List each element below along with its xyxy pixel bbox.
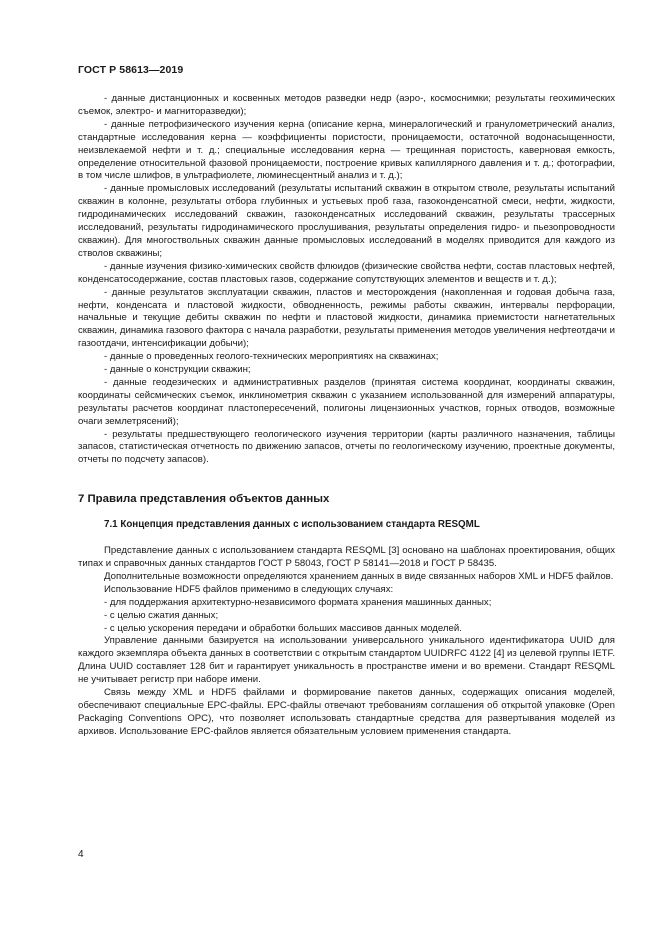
list-item: - данные дистанционных и косвенных методов разведки недр (аэро-, космоснимки; результаты геохимических съемок, электро- и магниторазведки); <box>78 93 615 117</box>
section-heading: 7 Правила представления объектов данных <box>78 493 330 506</box>
list-item: - данные о конструкции скважин; <box>104 364 251 376</box>
paragraph: Использование HDF5 файлов применимо в следующих случаях: <box>104 583 394 595</box>
subsection-heading: 7.1 Концепция представления данных с использованием стандарта RESQML <box>104 519 480 531</box>
list-item: - данные геодезических и административных разделов (принятая система координат, координаты скважин, координаты сейсмических съемок, инклинометрия скважин с указанием использованной для измерений аппаратуры, результаты расчетов координат пластопересечений, полигоны лицензионных участков, горных отводов, возможные очаги землетрясений); <box>78 376 615 427</box>
list-item: - данные промысловых исследований (результаты испытаний скважин в открытом стволе, результаты испытаний скважин в колонне, результаты отбора глубинных и устьевых проб газа, газоконденсатной смеси, нефти, жидкости, гидродинамических исследований скважин, газоконденсатных исследований скважин, результаты трассерных исследований, результаты гидродинамического прослушивания, результаты определения гидро- и пьезопроводности скважин). Для многоствольных скважин данные промысловых исследований в моделях приводится для каждого из стволов скважины; <box>78 183 615 259</box>
paragraph: Представление данных с использованием стандарта RESQML [3] основано на шаблонах проектирования, общих типах и справочных данных стандартов ГОСТ Р 58043, ГОСТ Р 58141—2018 и ГОСТ Р 58435. <box>78 545 615 569</box>
paragraph: Управление данными базируется на использовании универсального уникального идентификатора UUID для каждого экземпляра объекта данных в соответствии с открытым стандартом UUIDRFC 4122 [4] из целевой группы IETF. Длина UUID составляет 128 бит и гарантирует уникальность в пространстве имени и во времени. Стандарт RESQML не учитывает регистр при наборе имени. <box>78 635 615 686</box>
list-item: - данные о проведенных геолого-технических мероприятиях на скважинах; <box>104 351 439 363</box>
list-item: - с целью сжатия данных; <box>104 609 219 621</box>
document-header: ГОСТ Р 58613—2019 <box>78 64 184 76</box>
paragraph: Связь между XML и HDF5 файлами и формирование пакетов данных, содержащих описания моделей, обеспечивают специальные EPC-файлы. EPC-файлы отвечают требованиям соглашения об открытой упаковке (Open Packaging Conventions OPC), что позволяет использовать стандартные средства для развертывания моделей из архивов. Использование EPC-файлов является обязательным условием применения стандарта. <box>78 687 615 737</box>
list-item: - результаты предшествующего геологического изучения территории (карты различного назначения, таблицы запасов, статистическая отчетность по движению запасов, отчеты по геологическому изучению, проектные документы, отчеты по подсчету запасов). <box>78 428 615 466</box>
list-item: - для поддержания архитектурно-независимого формата хранения машинных данных; <box>104 596 492 608</box>
paragraph: Дополнительные возможности определяются хранением данных в виде связанных наборов XML и HDF5 файлов. <box>104 570 614 582</box>
page-number: 4 <box>78 849 84 860</box>
list-item: - данные петрофизического изучения керна (описание керна, минералогический и гранулометрический анализ, стандартные исследования керна — коэффициенты пористости, проницаемости, остаточной водонасыщенности, неизвлекаемой нефти и т. д.; специальные исследования керна — трещинная пористость, каверновая емкость, определение относительной фазовой проницаемости, построение кривых капиллярного давления и т. д.; фотографии, в том числе шлифов, в ультрафиолете, люминесцентный анализ и т. д.); <box>78 118 615 182</box>
list-item: - данные результатов эксплуатации скважин, пластов и месторождения (накопленная и годовая добыча газа, нефти, конденсата и пластовой жидкости, обводненность, режимы работы скважин, интервалы перфорации, начальные и текущие дебиты скважин по нефти и пластовой жидкости, динамика приемистости нагнетательных скважин, динамика газового фактора с начала разработки, результаты применения методов увеличения нефтеотдачи и газоотдачи, интенсификации добычи); <box>78 286 615 350</box>
list-item: - с целью ускорения передачи и обработки больших массивов данных моделей. <box>104 622 462 634</box>
list-item: - данные изучения физико-химических свойств флюидов (физические свойства нефти, состав пластовых нефтей, конденсатосодержание, состав пластовых газов, содержание сопутствующих элементов и веществ и т. д.); <box>78 260 615 285</box>
page-content <box>78 93 615 739</box>
